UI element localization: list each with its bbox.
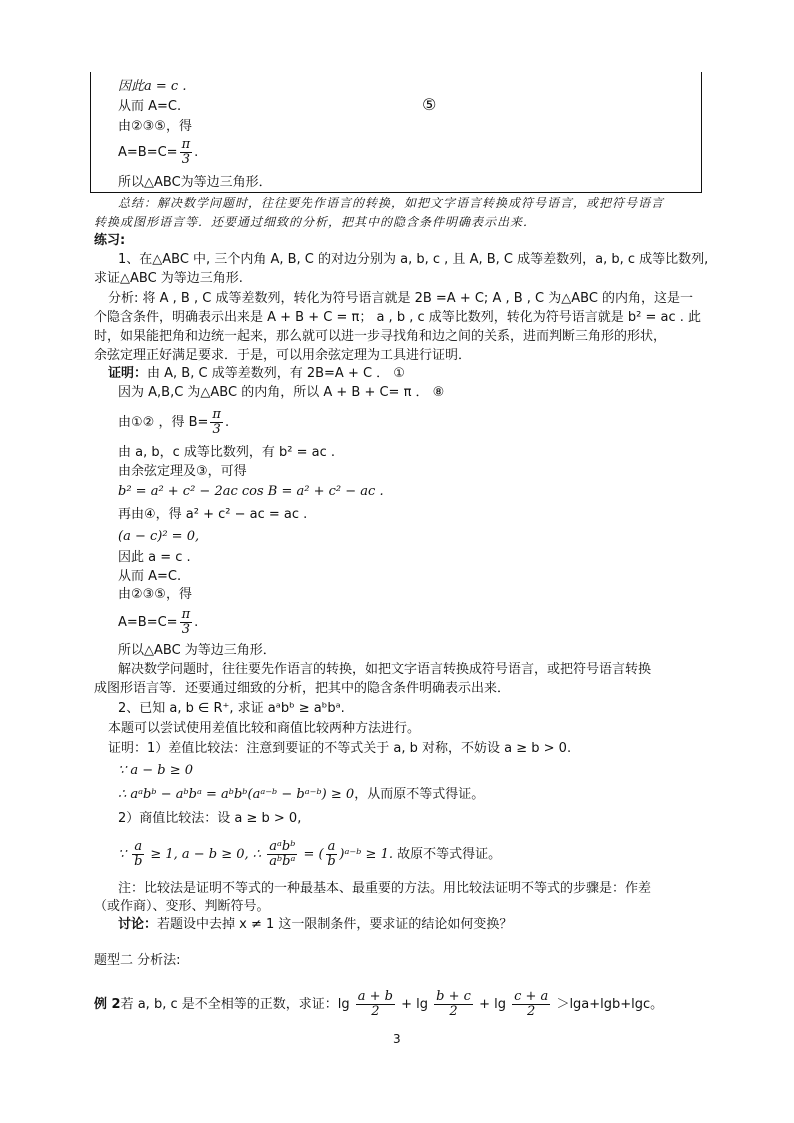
problem-2-line-1: 2、已知 a, b ∈ R⁺, 求证 aᵃbᵇ ≥ aᵇbᵃ. — [118, 701, 345, 716]
ratio-fraction — [132, 840, 144, 869]
fraction-denominator: aᵇbᵃ — [269, 854, 296, 869]
difference-inequality: ∴ aᵃbᵇ − aᵇbᵃ = aᵇbᵇ(aᵃ⁻ᵇ − bᵃ⁻ᵇ) ≥ 0 — [118, 787, 355, 802]
note-line-2: （或作商）、变形、判断符号。 — [94, 899, 270, 914]
summary-line-1: 总结：解决数学问题时，往往要先作语言的转换，如把文字语言转换成符号语言，或把符号语言 — [118, 196, 665, 210]
quotient-fraction — [267, 840, 297, 869]
plus-lg-1: + lg — [401, 997, 429, 1012]
ratio-middle: ≥ 1, a − b ≥ 0, ∴ — [150, 847, 262, 862]
frac-ab — [356, 990, 395, 1019]
problem-1-line-1: 1、在△ABC 中, 三个内角 A, B, C 的对边分别为 a, b, c , 且 A, B, C 成等差数列，a, b, c 成等比数列, — [118, 252, 709, 267]
analysis-line-3: 时，如果能把角和边统一起来，那么就可以进一步寻找角和边之间的关系，进而判断三角形的形状， — [94, 329, 667, 344]
fraction-numerator: π — [212, 407, 221, 422]
proof-line-2: 因为 A,B,C 为△ABC 的内角，所以 A + B + C= π ． ⑧ — [118, 385, 445, 400]
quotient-equals: = ( — [303, 847, 324, 862]
problem-2-line-2: 本题可以尝试使用差值比较和商值比较两种方法进行。 — [108, 721, 421, 736]
proof-fraction-b — [210, 408, 223, 437]
fraction-denominator: b — [327, 854, 336, 869]
box-equation-suffix: . — [194, 145, 199, 160]
proof-line-1 — [108, 365, 405, 383]
quotient-conclusion: 故原不等式得证。 — [397, 847, 502, 862]
fraction-numerator: c + a — [514, 989, 549, 1004]
problem-2-line-4: ∵ a − b ≥ 0 — [118, 763, 194, 778]
analysis-line-1: 分析: 将 A , B , C 成等差数列，转化为符号语言就是 2B =A + C; A , B , C 为△ABC 的内角，这是一 — [108, 291, 694, 306]
problem-2-line-5 — [118, 786, 484, 804]
proof-line-12 — [118, 608, 198, 637]
discussion-line — [118, 916, 512, 934]
conclusion-line-1: 解决数学问题时，往往要先作语言的转换，如把文字语言转换成符号语言，或把符号语言转换 — [118, 662, 652, 677]
fraction-numerator: a — [327, 839, 336, 854]
fraction-numerator: b + c — [436, 989, 471, 1004]
analysis-line-4: 余弦定理正好满足要求．于是，可以用余弦定理为工具进行证明． — [94, 348, 472, 363]
fraction-numerator: aᵃbᵇ — [269, 839, 296, 854]
fraction-numerator: π — [181, 607, 191, 622]
example-2-line — [94, 990, 663, 1019]
example-label: 例 2 — [94, 997, 121, 1012]
proof-line-6: b² = a² + c² − 2ac cos B = a² + c² − ac . — [118, 484, 384, 499]
power-base-fraction — [326, 840, 338, 869]
fraction-denominator: 2 — [371, 1004, 380, 1019]
frac-bc — [434, 990, 473, 1019]
proof-line-4: 由 a, b，c 成等比数列，有 b² = ac . — [118, 445, 336, 460]
fraction-denominator: 3 — [181, 622, 190, 637]
problem-2-line-3: 证明：1）差值比较法：注意到要证的不等式关于 a, b 对称，不妨设 a ≥ b > 0. — [108, 741, 572, 756]
frac-ca — [512, 990, 550, 1019]
proof-line-3-prefix: 由①② ，得 B= — [118, 415, 209, 430]
proof-fraction-abc — [180, 608, 193, 637]
proof-line-7: 再由④，得 a² + c² − ac = ac . — [118, 507, 308, 522]
fraction-denominator: b — [134, 854, 143, 869]
since-symbol: ∵ — [118, 847, 127, 862]
proof-line-3 — [118, 408, 229, 437]
proof-label: 证明： — [108, 366, 148, 381]
proof-line-12-prefix: A=B=C= — [118, 615, 178, 630]
proof-line-10: 从而 A=C. — [118, 569, 182, 584]
box-line-3: 由②③⑤，得 — [118, 119, 192, 134]
practice-heading: 练习: — [94, 233, 126, 248]
box-circled-mark: ⑤ — [422, 95, 437, 114]
page-number: 3 — [393, 1032, 401, 1046]
fraction-numerator: a — [134, 839, 143, 854]
fraction-numerator: a + b — [357, 989, 393, 1004]
note-line-1: 注：比较法是证明不等式的一种最基本、最重要的方法。用比较法证明不等式的步骤是：作差 — [118, 881, 652, 896]
proof-line-13: 所以△ABC 为等边三角形． — [118, 643, 276, 658]
problem-1-line-2: 求证△ABC 为等边三角形. — [94, 271, 243, 286]
difference-conclusion: ，从而原不等式得证。 — [354, 787, 485, 802]
box-line-4 — [118, 138, 198, 167]
problem-2-line-7 — [118, 840, 501, 869]
proof-line-11: 由②③⑤，得 — [118, 587, 192, 602]
fraction-denominator: 3 — [181, 152, 190, 167]
example-prefix: 若 a, b, c 是不全相等的正数，求证：lg — [120, 997, 350, 1012]
box-line-1: 因此a = c . — [118, 79, 187, 94]
box-equation-prefix: A=B=C= — [118, 145, 178, 160]
proof-line-8: (a − c)² = 0, — [118, 529, 200, 544]
plus-lg-2: + lg — [479, 997, 506, 1012]
proof-line-9: 因此 a = c . — [118, 550, 191, 565]
box-line-2: 从而 A=C. — [118, 99, 182, 114]
proof-line-12-suffix: . — [194, 615, 199, 630]
proof-line-5: 由余弦定理及③，可得 — [118, 464, 247, 479]
proof-line-1-text: 由 A, B, C 成等差数列，有 2B=A + C ． ① — [147, 366, 405, 381]
conclusion-line-2: 成图形语言等．还要通过细致的分析，把其中的隐含条件明确表示出来． — [94, 681, 511, 696]
proof-line-3-suffix: . — [224, 415, 230, 430]
type-2-heading: 题型二 分析法: — [94, 953, 181, 968]
fraction-denominator: 3 — [212, 422, 221, 437]
problem-2-line-6: 2）商值比较法：设 a ≥ b > 0, — [118, 811, 302, 826]
discussion-label: 讨论： — [118, 917, 158, 932]
fraction-denominator: 2 — [527, 1004, 536, 1019]
analysis-line-2: 个隐含条件，明确表示出来是 A + B + C = π； a , b , c 成等比数列，转化为符号语言就是 b² = ac . 此 — [94, 310, 702, 325]
box-line-5: 所以△ABC为等边三角形． — [118, 175, 272, 190]
summary-line-2: 转换成图形语言等．还要通过细致的分析，把其中的隐含条件明确表示出来． — [94, 215, 537, 229]
fraction-denominator: 2 — [449, 1004, 458, 1019]
discussion-text: 若题设中去掉 x ≠ 1 这一限制条件，要求证的结论如何变换？ — [157, 917, 513, 932]
power-exponent: )ᵃ⁻ᵇ ≥ 1. — [339, 847, 393, 862]
example-suffix: ＞lga+lgb+lgc。 — [556, 997, 664, 1012]
fraction-numerator: π — [181, 137, 191, 152]
box-fraction — [180, 138, 193, 167]
